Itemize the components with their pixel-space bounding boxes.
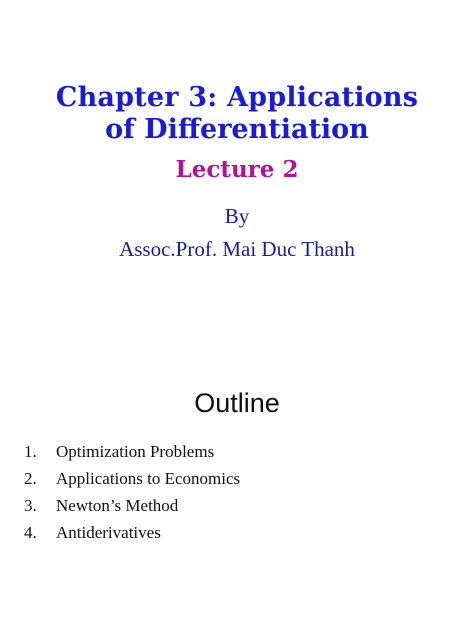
outline-item xyxy=(24,492,240,519)
outline-heading: Outline xyxy=(194,388,280,418)
outline-item-label: Applications to Economics xyxy=(56,469,241,488)
outline-item xyxy=(24,465,240,492)
outline-item xyxy=(24,519,240,546)
author-name: Assoc.Prof. Mai Duc Thanh xyxy=(119,237,355,261)
outline-item-number: 1. xyxy=(24,442,37,461)
byline-by: By xyxy=(224,204,250,228)
outline-item xyxy=(24,438,240,465)
outline-item-number: 4. xyxy=(24,523,37,542)
outline-item-label: Optimization Problems xyxy=(56,442,215,461)
outline-list xyxy=(24,438,240,546)
lecture-label: Lecture 2 xyxy=(175,156,299,183)
outline-item-number: 3. xyxy=(24,496,37,515)
outline-item-label: Newton’s Method xyxy=(56,496,179,515)
chapter-title-line-1: Chapter 3: Applications xyxy=(55,82,419,113)
outline-item-label: Antiderivatives xyxy=(56,523,161,542)
outline-item-number: 2. xyxy=(24,469,37,488)
chapter-title-line-2: of Differentiation xyxy=(105,114,369,145)
